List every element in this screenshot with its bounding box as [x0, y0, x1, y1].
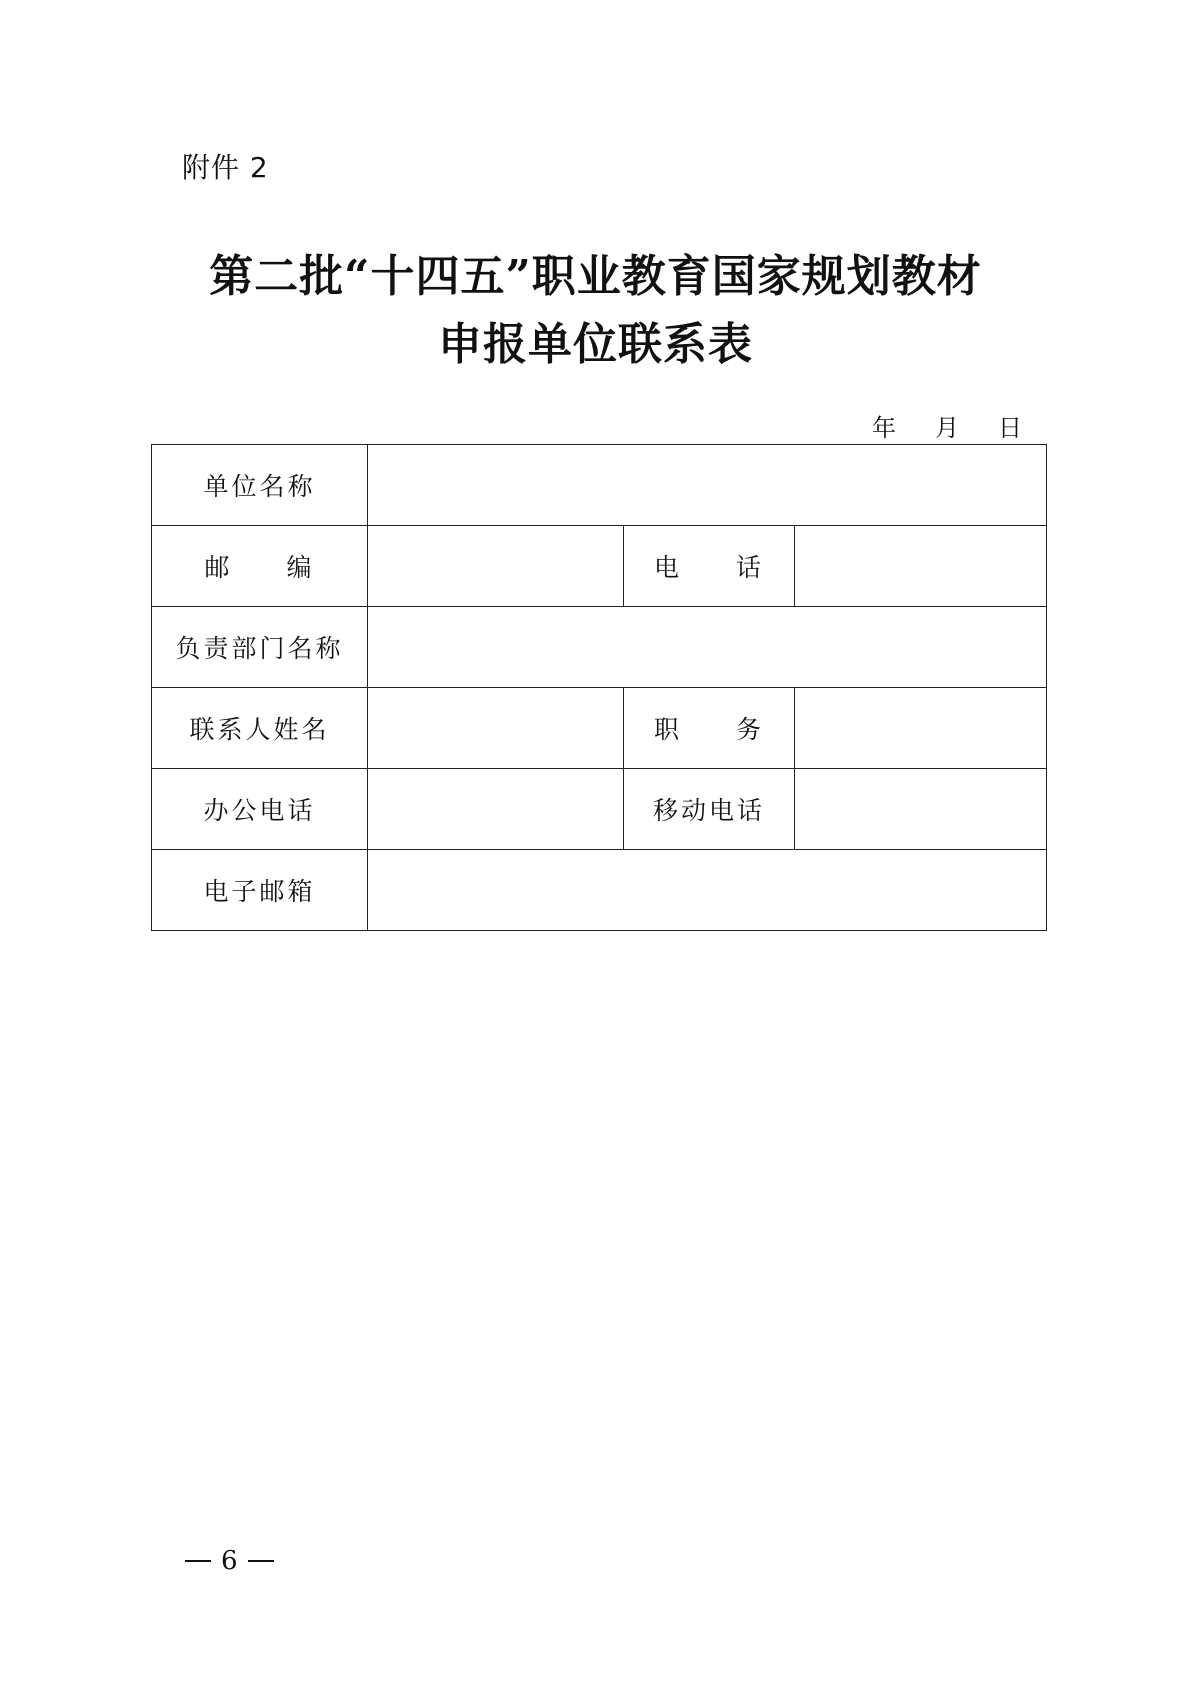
office-phone-field[interactable]	[368, 769, 624, 850]
postcode-label-char-2: 编	[286, 553, 315, 582]
table-row	[152, 445, 1047, 526]
date-month-label: 月	[935, 414, 959, 442]
postcode-label	[152, 526, 368, 607]
mobile-phone-label: 移动电话	[624, 769, 795, 850]
position-label-char-1: 职	[654, 715, 683, 744]
phone-field[interactable]	[795, 526, 1047, 607]
table-row	[152, 688, 1047, 769]
mobile-phone-field[interactable]	[795, 769, 1047, 850]
date-year-label: 年	[872, 414, 896, 442]
date-line	[872, 408, 1022, 443]
table-row	[152, 526, 1047, 607]
date-day-label: 日	[998, 414, 1022, 442]
postcode-label-char-1: 邮	[204, 553, 233, 582]
email-label: 电子邮箱	[152, 850, 368, 931]
unit-name-field[interactable]	[368, 445, 1047, 526]
position-field[interactable]	[795, 688, 1047, 769]
phone-label	[624, 526, 795, 607]
postcode-field[interactable]	[368, 526, 624, 607]
position-label-char-2: 务	[735, 715, 764, 744]
contact-name-field[interactable]	[368, 688, 624, 769]
document-title-line-2: 申报单位联系表	[438, 319, 753, 370]
department-name-label: 负责部门名称	[152, 607, 368, 688]
office-phone-label: 办公电话	[152, 769, 368, 850]
page-number	[185, 1546, 274, 1576]
page-number-right-dash	[248, 1560, 274, 1562]
phone-label-char-1: 电	[654, 553, 683, 582]
department-name-field[interactable]	[368, 607, 1047, 688]
contact-name-label: 联系人姓名	[152, 688, 368, 769]
unit-name-label: 单位名称	[152, 445, 368, 526]
table-row	[152, 850, 1047, 931]
table-row	[152, 769, 1047, 850]
table-row	[152, 607, 1047, 688]
position-label	[624, 688, 795, 769]
email-field[interactable]	[368, 850, 1047, 931]
attachment-label: 附件 2	[182, 151, 269, 184]
phone-label-char-2: 话	[735, 553, 764, 582]
document-title-line-1: 第二批“十四五”职业教育国家规划教材	[209, 251, 982, 302]
page-number-left-dash	[185, 1560, 211, 1562]
contact-form-table	[151, 444, 1047, 931]
page-number-value: 6	[221, 1546, 238, 1576]
